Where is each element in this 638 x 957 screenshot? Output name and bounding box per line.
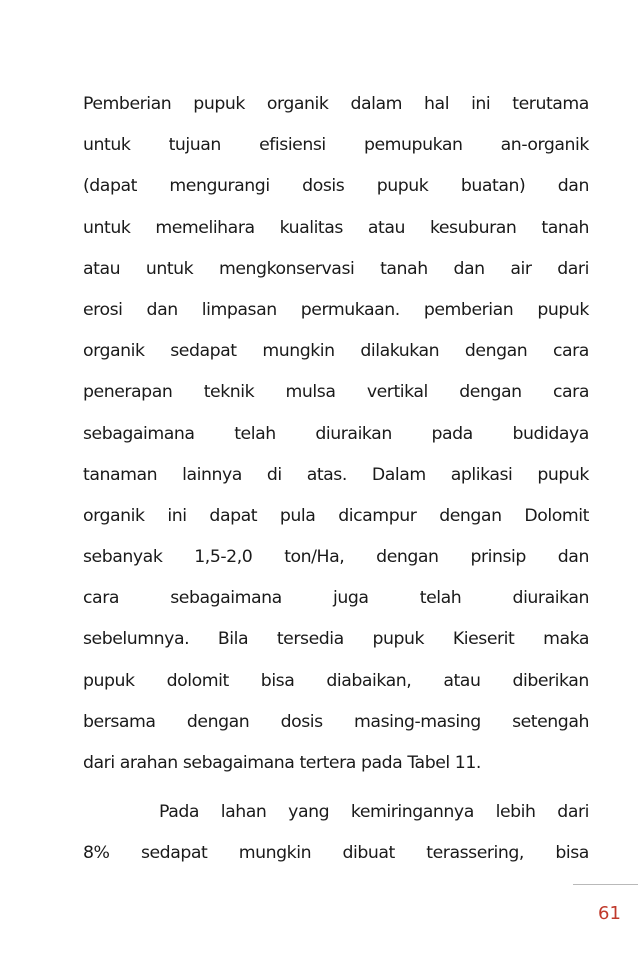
word: dan [557,176,589,197]
word: Pemberian [83,94,172,114]
word: pupuk [537,299,589,320]
word: air [510,258,532,279]
word: organik [83,505,145,526]
text-line [83,331,589,372]
word: terassering, [426,843,524,864]
word: sebanyak [83,547,163,568]
word: untuk [83,135,131,156]
word: cara [83,588,119,609]
word: ton/Ha, [284,547,345,568]
word: dari arahan sebagaimana tertera pada Tabel 11. [83,753,481,773]
word: aplikasi [450,464,513,485]
word: sebagaimana [83,423,195,444]
word: 1,5-2,0 [194,547,253,568]
word: mengkonservasi [218,258,355,279]
word: dibuat [342,843,395,864]
word: (dapat [83,176,137,197]
text-line [83,496,589,537]
text-line [83,372,589,413]
word: pupuk [372,629,425,650]
word: dilakukan [360,341,440,362]
word: pada [431,423,473,444]
text-line [83,414,589,455]
word: diberikan [512,670,589,691]
word: setengah [512,711,589,732]
word: dosis [280,711,323,732]
word: tujuan [168,135,221,156]
word: di [266,464,282,485]
word: dengan [186,711,250,732]
word: kemiringannya [350,802,474,823]
word: bisa [555,843,589,864]
word: diabaikan, [326,670,412,691]
word: atau [367,217,405,238]
word: dolomit [166,670,229,691]
text-line [83,166,589,207]
text-line [83,743,589,784]
word: telah [419,588,462,609]
text-line [83,455,589,496]
word: dapat [209,505,258,526]
word: tersedia [276,629,344,650]
text-line [83,578,589,619]
word: dan [146,299,178,320]
word: atau [83,258,121,279]
word: organik [266,94,329,114]
text-line [83,661,589,702]
word: sedapat [170,341,237,362]
word: masing-masing [354,711,481,732]
word: limpasan [201,299,277,320]
word: maka [543,629,589,650]
paragraph-gap [83,784,589,792]
word: cara [552,341,589,362]
word: untuk [83,217,131,238]
text-line [83,84,589,125]
text-line [83,249,589,290]
word: pupuk [376,176,429,197]
word: mengurangi [169,176,270,197]
word: erosi [83,299,123,320]
word: dicampur [338,505,417,526]
text-line [83,702,589,743]
word: dan [453,258,485,279]
text-line [83,619,589,660]
word: untuk [145,258,194,279]
text-line [83,290,589,331]
word: Pada [159,802,199,823]
word: dengan [464,341,528,362]
word: yang [288,802,330,823]
word: permukaan. [300,299,400,320]
word: memelihara [155,217,255,238]
word: dengan [459,382,522,403]
body-text [83,84,589,875]
word: kualitas [279,217,343,238]
word: juga [333,588,369,609]
word: tanaman [83,464,158,485]
word: cara [552,382,589,403]
word: sebagaimana [170,588,282,609]
word: ini [167,505,187,526]
word: teknik [203,382,255,403]
word: pemberian [423,299,514,320]
word: pupuk [193,94,245,114]
word: organik [83,341,145,362]
word: an-organik [500,135,589,156]
word: lainnya [182,464,242,485]
word: atas. [306,464,347,485]
word: terutama [512,94,589,114]
word: tanah [380,258,428,279]
word: buatan) [460,176,526,197]
paragraph-1 [83,84,589,784]
word: budidaya [512,423,589,444]
word: Dalam [371,464,426,485]
word: pupuk [83,670,135,691]
word: sedapat [140,843,208,864]
word: mungkin [238,843,312,864]
word: lebih [495,802,536,823]
word: atau [443,670,481,691]
word: prinsip [470,547,526,568]
text-line [83,833,589,874]
word: bisa [260,670,295,691]
word: telah [234,423,276,444]
word: mungkin [262,341,335,362]
word: bersama [83,711,156,732]
word: Bila [217,629,249,650]
word: penerapan [83,382,173,403]
word: tanah [541,217,589,238]
word: diuraikan [315,423,392,444]
word: dengan [376,547,439,568]
word: Dolomit [524,505,589,526]
word: dan [557,547,589,568]
footer-divider [573,884,638,885]
word: pula [279,505,316,526]
word: kesuburan [429,217,517,238]
word: dengan [439,505,502,526]
word: hal [424,94,450,114]
word: ini [471,94,491,114]
paragraph-2 [83,792,589,874]
word: sebelumnya. [83,629,190,650]
text-line [83,125,589,166]
page-number: 61 [598,903,621,924]
word: efisiensi [259,135,326,156]
word: dari [557,258,589,279]
text-line [83,537,589,578]
word: pemupukan [363,135,463,156]
text-line [83,792,589,833]
word: diuraikan [512,588,589,609]
word: Kieserit [452,629,515,650]
word: dosis [302,176,345,197]
word: vertikal [366,382,428,403]
word: lahan [220,802,267,823]
text-line [83,208,589,249]
word: pupuk [537,464,589,485]
word: 8% [83,843,110,864]
word: dalam [350,94,403,114]
word: mulsa [285,382,336,403]
word: dari [557,802,589,823]
